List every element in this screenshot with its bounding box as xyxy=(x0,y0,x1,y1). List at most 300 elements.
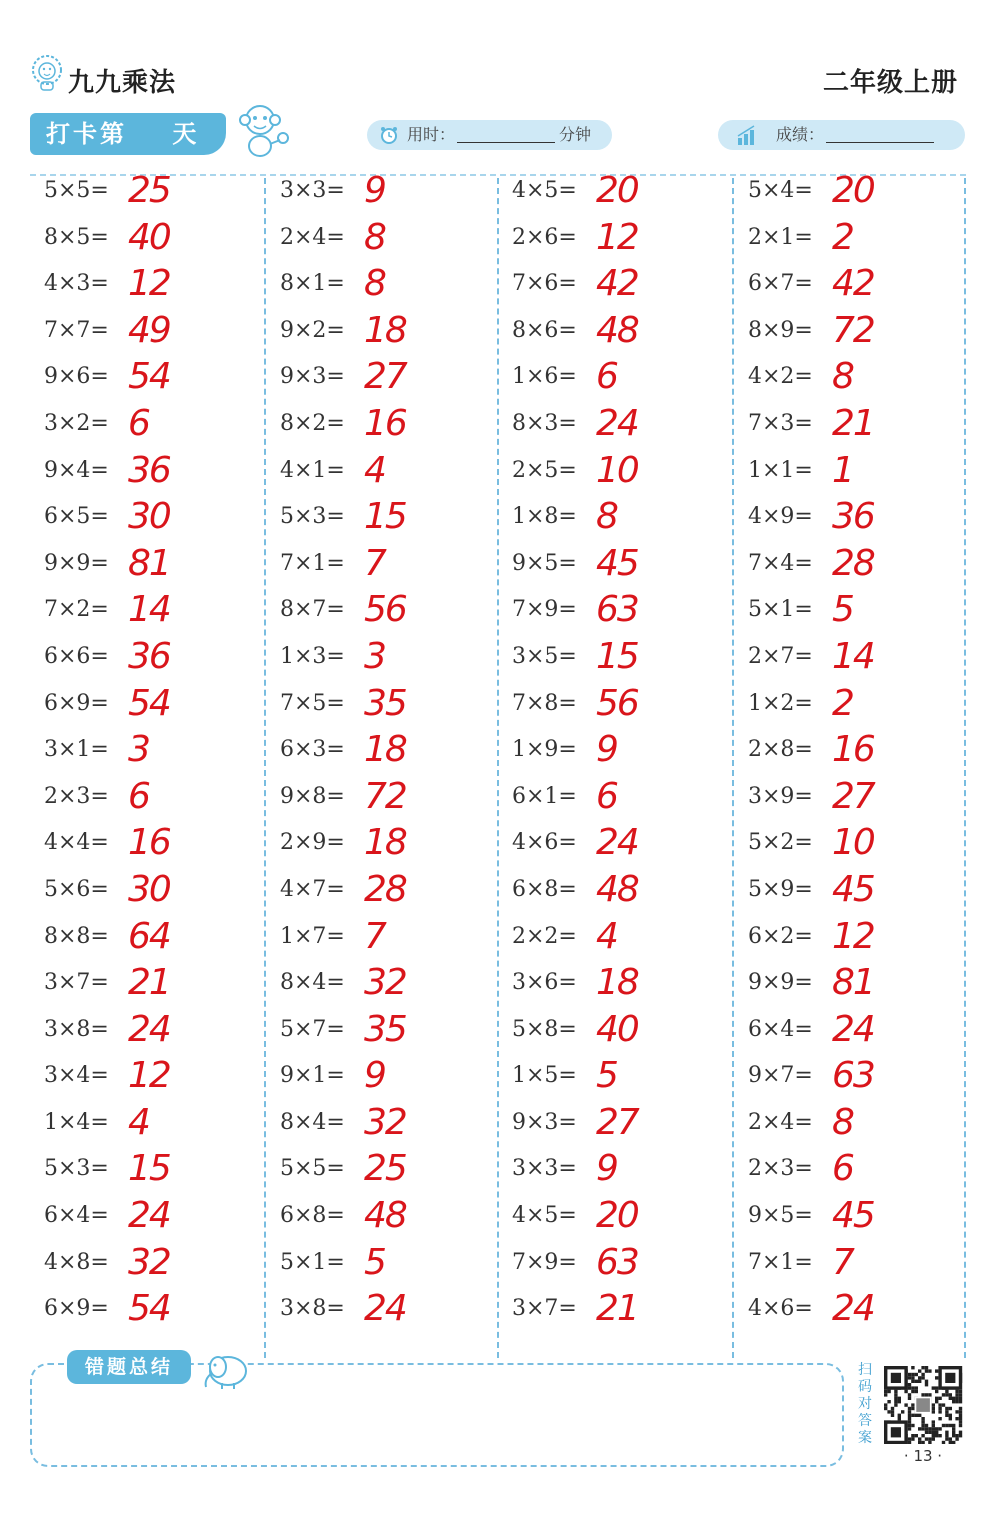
handwritten-answer: 8 xyxy=(364,216,385,258)
problem-question: 6×1= xyxy=(512,783,577,809)
problem-row xyxy=(44,1242,274,1289)
problem-row xyxy=(748,729,978,776)
problem-question: 5×5= xyxy=(280,1156,345,1182)
problem-row xyxy=(280,496,510,543)
handwritten-answer: 6 xyxy=(832,1148,853,1190)
problem-row xyxy=(512,1102,742,1149)
handwritten-answer: 16 xyxy=(364,402,406,444)
problem-row xyxy=(44,450,274,497)
problem-row xyxy=(280,869,510,916)
time-unit: 分钟 xyxy=(559,125,592,144)
handwritten-answer: 27 xyxy=(596,1101,638,1143)
handwritten-answer: 24 xyxy=(128,1008,170,1050)
problem-question: 8×7= xyxy=(280,597,345,623)
problem-row xyxy=(512,543,742,590)
problem-question: 1×3= xyxy=(280,643,345,669)
problem-row xyxy=(748,217,978,264)
problem-question: 5×3= xyxy=(280,504,345,530)
problem-row xyxy=(44,776,274,823)
handwritten-answer: 10 xyxy=(832,822,874,864)
problem-question: 3×4= xyxy=(44,1063,109,1089)
problem-row xyxy=(280,217,510,264)
handwritten-answer: 12 xyxy=(596,216,638,258)
problem-row xyxy=(748,916,978,963)
problem-row xyxy=(748,1055,978,1102)
problem-row xyxy=(44,683,274,730)
handwritten-answer: 21 xyxy=(596,1288,638,1330)
handwritten-answer: 54 xyxy=(128,682,170,724)
time-blank[interactable] xyxy=(457,142,555,143)
handwritten-answer: 40 xyxy=(596,1008,638,1050)
problem-question: 8×2= xyxy=(280,410,345,436)
clock-icon xyxy=(379,125,399,145)
handwritten-answer: 24 xyxy=(596,822,638,864)
problem-question: 1×9= xyxy=(512,737,577,763)
handwritten-answer: 21 xyxy=(832,402,874,444)
handwritten-answer: 28 xyxy=(364,868,406,910)
problem-row xyxy=(748,869,978,916)
problem-row xyxy=(512,1195,742,1242)
problem-question: 2×3= xyxy=(44,783,109,809)
handwritten-answer: 30 xyxy=(128,868,170,910)
problem-question: 1×5= xyxy=(512,1063,577,1089)
handwritten-answer: 48 xyxy=(364,1195,406,1237)
handwritten-answer: 25 xyxy=(128,170,170,211)
handwritten-answer: 3 xyxy=(128,729,149,771)
handwritten-answer: 10 xyxy=(596,449,638,491)
problem-row xyxy=(748,1195,978,1242)
problem-row xyxy=(44,962,274,1009)
time-field[interactable] xyxy=(367,120,612,150)
problem-row xyxy=(512,263,742,310)
handwritten-answer: 81 xyxy=(832,962,874,1004)
problem-row xyxy=(280,776,510,823)
handwritten-answer: 36 xyxy=(128,635,170,677)
problem-question: 7×9= xyxy=(512,597,577,623)
handwritten-answer: 63 xyxy=(596,589,638,631)
problem-question: 4×3= xyxy=(44,271,109,297)
problem-question: 9×8= xyxy=(280,783,345,809)
handwritten-answer: 25 xyxy=(364,1148,406,1190)
problem-question: 8×4= xyxy=(280,1109,345,1135)
handwritten-answer: 14 xyxy=(832,635,874,677)
problem-row xyxy=(512,869,742,916)
problem-question: 1×1= xyxy=(748,457,813,483)
handwritten-answer: 16 xyxy=(128,822,170,864)
problem-row xyxy=(280,1055,510,1102)
problem-question: 7×2= xyxy=(44,597,109,623)
handwritten-answer: 16 xyxy=(832,729,874,771)
problem-question: 1×6= xyxy=(512,364,577,390)
problem-row xyxy=(280,1195,510,1242)
problem-question: 2×2= xyxy=(512,923,577,949)
problem-question: 9×7= xyxy=(748,1063,813,1089)
problem-question: 4×2= xyxy=(748,364,813,390)
problem-question: 4×8= xyxy=(44,1249,109,1275)
handwritten-answer: 6 xyxy=(596,356,617,398)
problem-column-1 xyxy=(44,170,274,1335)
problem-question: 9×9= xyxy=(44,550,109,576)
problem-question: 9×1= xyxy=(280,1063,345,1089)
problem-row xyxy=(280,263,510,310)
problem-row xyxy=(44,916,274,963)
problem-question: 5×1= xyxy=(280,1249,345,1275)
problem-row xyxy=(512,496,742,543)
handwritten-answer: 27 xyxy=(832,775,874,817)
handwritten-answer: 32 xyxy=(128,1241,170,1283)
problem-question: 9×5= xyxy=(512,550,577,576)
problem-question: 3×7= xyxy=(512,1296,577,1322)
problem-row xyxy=(44,217,274,264)
problem-row xyxy=(280,403,510,450)
handwritten-answer: 42 xyxy=(596,263,638,305)
problem-question: 6×8= xyxy=(280,1203,345,1229)
problem-question: 5×7= xyxy=(280,1016,345,1042)
handwritten-answer: 8 xyxy=(596,496,617,538)
problem-question: 8×5= xyxy=(44,224,109,250)
problem-question: 3×3= xyxy=(280,178,345,203)
problem-question: 2×8= xyxy=(748,737,813,763)
handwritten-answer: 24 xyxy=(364,1288,406,1330)
handwritten-answer: 18 xyxy=(364,729,406,771)
problem-row xyxy=(512,1288,742,1335)
problem-question: 5×1= xyxy=(748,597,813,623)
problem-row xyxy=(748,636,978,683)
problem-row xyxy=(280,962,510,1009)
problem-question: 2×7= xyxy=(748,643,813,669)
handwritten-answer: 54 xyxy=(128,356,170,398)
handwritten-answer: 45 xyxy=(832,1195,874,1237)
problem-row xyxy=(512,217,742,264)
score-label: 成绩： xyxy=(776,125,825,144)
handwritten-answer: 8 xyxy=(832,356,853,398)
problem-question: 9×4= xyxy=(44,457,109,483)
problem-question: 7×7= xyxy=(44,317,109,343)
handwritten-answer: 6 xyxy=(128,775,149,817)
problem-row xyxy=(280,729,510,776)
problem-row xyxy=(512,729,742,776)
problem-row xyxy=(44,1102,274,1149)
problem-row xyxy=(748,543,978,590)
problem-row xyxy=(512,636,742,683)
handwritten-answer: 4 xyxy=(364,449,385,491)
handwritten-answer: 4 xyxy=(596,915,617,957)
problem-row xyxy=(44,729,274,776)
handwritten-answer: 9 xyxy=(364,1055,385,1097)
checkin-banner: 打卡第 天 xyxy=(30,113,226,155)
handwritten-answer: 36 xyxy=(832,496,874,538)
handwritten-answer: 5 xyxy=(364,1241,385,1283)
problem-question: 1×7= xyxy=(280,923,345,949)
problem-row xyxy=(44,1288,274,1335)
problem-column-3 xyxy=(512,170,742,1335)
problem-question: 3×6= xyxy=(512,970,577,996)
problem-question: 7×6= xyxy=(512,271,577,297)
handwritten-answer: 48 xyxy=(596,868,638,910)
handwritten-answer: 32 xyxy=(364,962,406,1004)
handwritten-answer: 18 xyxy=(364,822,406,864)
handwritten-answer: 45 xyxy=(596,542,638,584)
handwritten-answer: 63 xyxy=(596,1241,638,1283)
handwritten-answer: 48 xyxy=(596,309,638,351)
problem-row xyxy=(44,543,274,590)
problem-question: 5×2= xyxy=(748,830,813,856)
handwritten-answer: 72 xyxy=(832,309,874,351)
book-title: 九九乘法 xyxy=(68,68,177,98)
score-field[interactable] xyxy=(718,120,965,150)
handwritten-answer: 28 xyxy=(832,542,874,584)
problem-row xyxy=(280,450,510,497)
handwritten-answer: 12 xyxy=(128,1055,170,1097)
lion-icon xyxy=(30,52,64,92)
handwritten-answer: 8 xyxy=(364,263,385,305)
handwritten-answer: 24 xyxy=(596,402,638,444)
problem-question: 2×3= xyxy=(748,1156,813,1182)
problem-column-4 xyxy=(748,170,978,1335)
problem-row xyxy=(44,356,274,403)
handwritten-answer: 24 xyxy=(832,1288,874,1330)
problem-question: 6×3= xyxy=(280,737,345,763)
problem-row xyxy=(280,636,510,683)
score-blank[interactable] xyxy=(826,142,934,143)
problem-question: 8×3= xyxy=(512,410,577,436)
handwritten-answer: 3 xyxy=(364,635,385,677)
problem-column-2 xyxy=(280,170,510,1335)
problem-row xyxy=(280,1288,510,1335)
problem-row xyxy=(44,310,274,357)
problem-row xyxy=(44,1055,274,1102)
handwritten-answer: 9 xyxy=(364,170,385,211)
problem-question: 6×5= xyxy=(44,504,109,530)
problem-row xyxy=(512,916,742,963)
problem-question: 1×2= xyxy=(748,690,813,716)
mistake-summary-label: 错题总结 xyxy=(67,1350,191,1384)
problem-question: 9×6= xyxy=(44,364,109,390)
problem-row xyxy=(280,916,510,963)
problem-row xyxy=(512,1148,742,1195)
handwritten-answer: 72 xyxy=(364,775,406,817)
problem-row xyxy=(748,310,978,357)
problem-row xyxy=(748,403,978,450)
problem-question: 7×5= xyxy=(280,690,345,716)
problem-row xyxy=(748,1288,978,1335)
problem-question: 3×8= xyxy=(44,1016,109,1042)
problem-question: 8×6= xyxy=(512,317,577,343)
problem-question: 4×5= xyxy=(512,178,577,203)
handwritten-answer: 15 xyxy=(128,1148,170,1190)
problem-question: 2×6= xyxy=(512,224,577,250)
handwritten-answer: 35 xyxy=(364,682,406,724)
problem-row xyxy=(280,1009,510,1056)
problem-question: 3×8= xyxy=(280,1296,345,1322)
handwritten-answer: 20 xyxy=(596,170,638,211)
problem-question: 4×7= xyxy=(280,876,345,902)
problem-row xyxy=(748,1148,978,1195)
chart-icon xyxy=(736,124,760,146)
problem-row xyxy=(512,310,742,357)
handwritten-answer: 1 xyxy=(832,449,853,491)
handwritten-answer: 12 xyxy=(128,263,170,305)
handwritten-answer: 2 xyxy=(832,682,853,724)
problem-row xyxy=(512,776,742,823)
problem-question: 8×4= xyxy=(280,970,345,996)
handwritten-answer: 8 xyxy=(832,1101,853,1143)
problem-question: 5×3= xyxy=(44,1156,109,1182)
handwritten-answer: 36 xyxy=(128,449,170,491)
problem-question: 9×5= xyxy=(748,1203,813,1229)
handwritten-answer: 40 xyxy=(128,216,170,258)
problem-row xyxy=(748,496,978,543)
problem-question: 4×6= xyxy=(512,830,577,856)
problem-row xyxy=(280,1242,510,1289)
problem-question: 6×8= xyxy=(512,876,577,902)
problem-question: 4×5= xyxy=(512,1203,577,1229)
problem-row xyxy=(512,1009,742,1056)
problem-row xyxy=(44,170,274,217)
handwritten-answer: 9 xyxy=(596,729,617,771)
problem-row xyxy=(44,1009,274,1056)
problem-question: 8×1= xyxy=(280,271,345,297)
problem-question: 7×1= xyxy=(748,1249,813,1275)
problem-row xyxy=(512,403,742,450)
problem-row xyxy=(44,496,274,543)
problem-question: 4×6= xyxy=(748,1296,813,1322)
page-number: · 13 · xyxy=(903,1447,943,1465)
problem-question: 4×4= xyxy=(44,830,109,856)
handwritten-answer: 24 xyxy=(832,1008,874,1050)
handwritten-answer: 7 xyxy=(364,915,385,957)
problem-question: 2×4= xyxy=(748,1109,813,1135)
problem-question: 9×3= xyxy=(512,1109,577,1135)
problem-row xyxy=(280,170,510,217)
problem-row xyxy=(748,589,978,636)
problem-question: 3×1= xyxy=(44,737,109,763)
problem-question: 3×7= xyxy=(44,970,109,996)
problem-row xyxy=(512,822,742,869)
problem-question: 6×2= xyxy=(748,923,813,949)
handwritten-answer: 7 xyxy=(364,542,385,584)
problem-question: 3×2= xyxy=(44,410,109,436)
problem-row xyxy=(280,543,510,590)
problem-question: 6×4= xyxy=(748,1016,813,1042)
problem-row xyxy=(748,1102,978,1149)
problem-row xyxy=(280,589,510,636)
problem-row xyxy=(44,263,274,310)
handwritten-answer: 56 xyxy=(596,682,638,724)
scan-answers-label: 扫码对答案 xyxy=(858,1362,872,1446)
problem-question: 3×3= xyxy=(512,1156,577,1182)
problem-row xyxy=(512,1055,742,1102)
problem-row xyxy=(748,356,978,403)
handwritten-answer: 2 xyxy=(832,216,853,258)
handwritten-answer: 45 xyxy=(832,868,874,910)
problem-row xyxy=(44,822,274,869)
problem-row xyxy=(44,589,274,636)
handwritten-answer: 81 xyxy=(128,542,170,584)
problem-row xyxy=(280,1148,510,1195)
handwritten-answer: 56 xyxy=(364,589,406,631)
handwritten-answer: 4 xyxy=(128,1101,149,1143)
problem-question: 9×2= xyxy=(280,317,345,343)
problem-question: 9×9= xyxy=(748,970,813,996)
qr-code[interactable] xyxy=(880,1366,966,1444)
handwritten-answer: 6 xyxy=(596,775,617,817)
problem-question: 7×8= xyxy=(512,690,577,716)
problem-question: 7×4= xyxy=(748,550,813,576)
grade-label: 二年级上册 xyxy=(822,68,958,98)
handwritten-answer: 7 xyxy=(832,1241,853,1283)
problem-row xyxy=(748,683,978,730)
problem-row xyxy=(748,450,978,497)
problem-row xyxy=(748,1009,978,1056)
handwritten-answer: 42 xyxy=(832,263,874,305)
problem-question: 6×4= xyxy=(44,1203,109,1229)
problem-row xyxy=(44,1195,274,1242)
handwritten-answer: 14 xyxy=(128,589,170,631)
problem-question: 7×3= xyxy=(748,410,813,436)
handwritten-answer: 15 xyxy=(364,496,406,538)
problem-row xyxy=(748,962,978,1009)
problem-row xyxy=(280,1102,510,1149)
problem-question: 8×8= xyxy=(44,923,109,949)
elephant-icon xyxy=(198,1345,254,1391)
problem-question: 3×9= xyxy=(748,783,813,809)
problem-question: 6×7= xyxy=(748,271,813,297)
handwritten-answer: 20 xyxy=(832,170,874,211)
handwritten-answer: 24 xyxy=(128,1195,170,1237)
problem-question: 2×4= xyxy=(280,224,345,250)
handwritten-answer: 6 xyxy=(128,402,149,444)
handwritten-answer: 35 xyxy=(364,1008,406,1050)
handwritten-answer: 64 xyxy=(128,915,170,957)
problem-row xyxy=(512,589,742,636)
problem-question: 1×4= xyxy=(44,1109,109,1135)
problem-question: 7×9= xyxy=(512,1249,577,1275)
problem-question: 5×4= xyxy=(748,178,813,203)
problem-row xyxy=(748,170,978,217)
problem-question: 5×6= xyxy=(44,876,109,902)
problem-row xyxy=(512,962,742,1009)
handwritten-answer: 30 xyxy=(128,496,170,538)
problem-row xyxy=(44,403,274,450)
problem-row xyxy=(748,822,978,869)
problem-row xyxy=(748,776,978,823)
problem-row xyxy=(748,263,978,310)
handwritten-answer: 54 xyxy=(128,1288,170,1330)
problem-question: 5×8= xyxy=(512,1016,577,1042)
handwritten-answer: 63 xyxy=(832,1055,874,1097)
problem-row xyxy=(512,1242,742,1289)
problem-row xyxy=(512,356,742,403)
problem-question: 2×1= xyxy=(748,224,813,250)
monkey-icon xyxy=(230,100,292,160)
problem-question: 4×9= xyxy=(748,504,813,530)
handwritten-answer: 27 xyxy=(364,356,406,398)
problem-row xyxy=(512,683,742,730)
problem-question: 7×1= xyxy=(280,550,345,576)
handwritten-answer: 5 xyxy=(596,1055,617,1097)
problem-question: 4×1= xyxy=(280,457,345,483)
problem-question: 2×9= xyxy=(280,830,345,856)
handwritten-answer: 18 xyxy=(596,962,638,1004)
time-label: 用时： xyxy=(407,125,456,144)
problem-question: 3×5= xyxy=(512,643,577,669)
handwritten-answer: 15 xyxy=(596,635,638,677)
handwritten-answer: 20 xyxy=(596,1195,638,1237)
problem-question: 6×9= xyxy=(44,1296,109,1322)
handwritten-answer: 18 xyxy=(364,309,406,351)
handwritten-answer: 32 xyxy=(364,1101,406,1143)
